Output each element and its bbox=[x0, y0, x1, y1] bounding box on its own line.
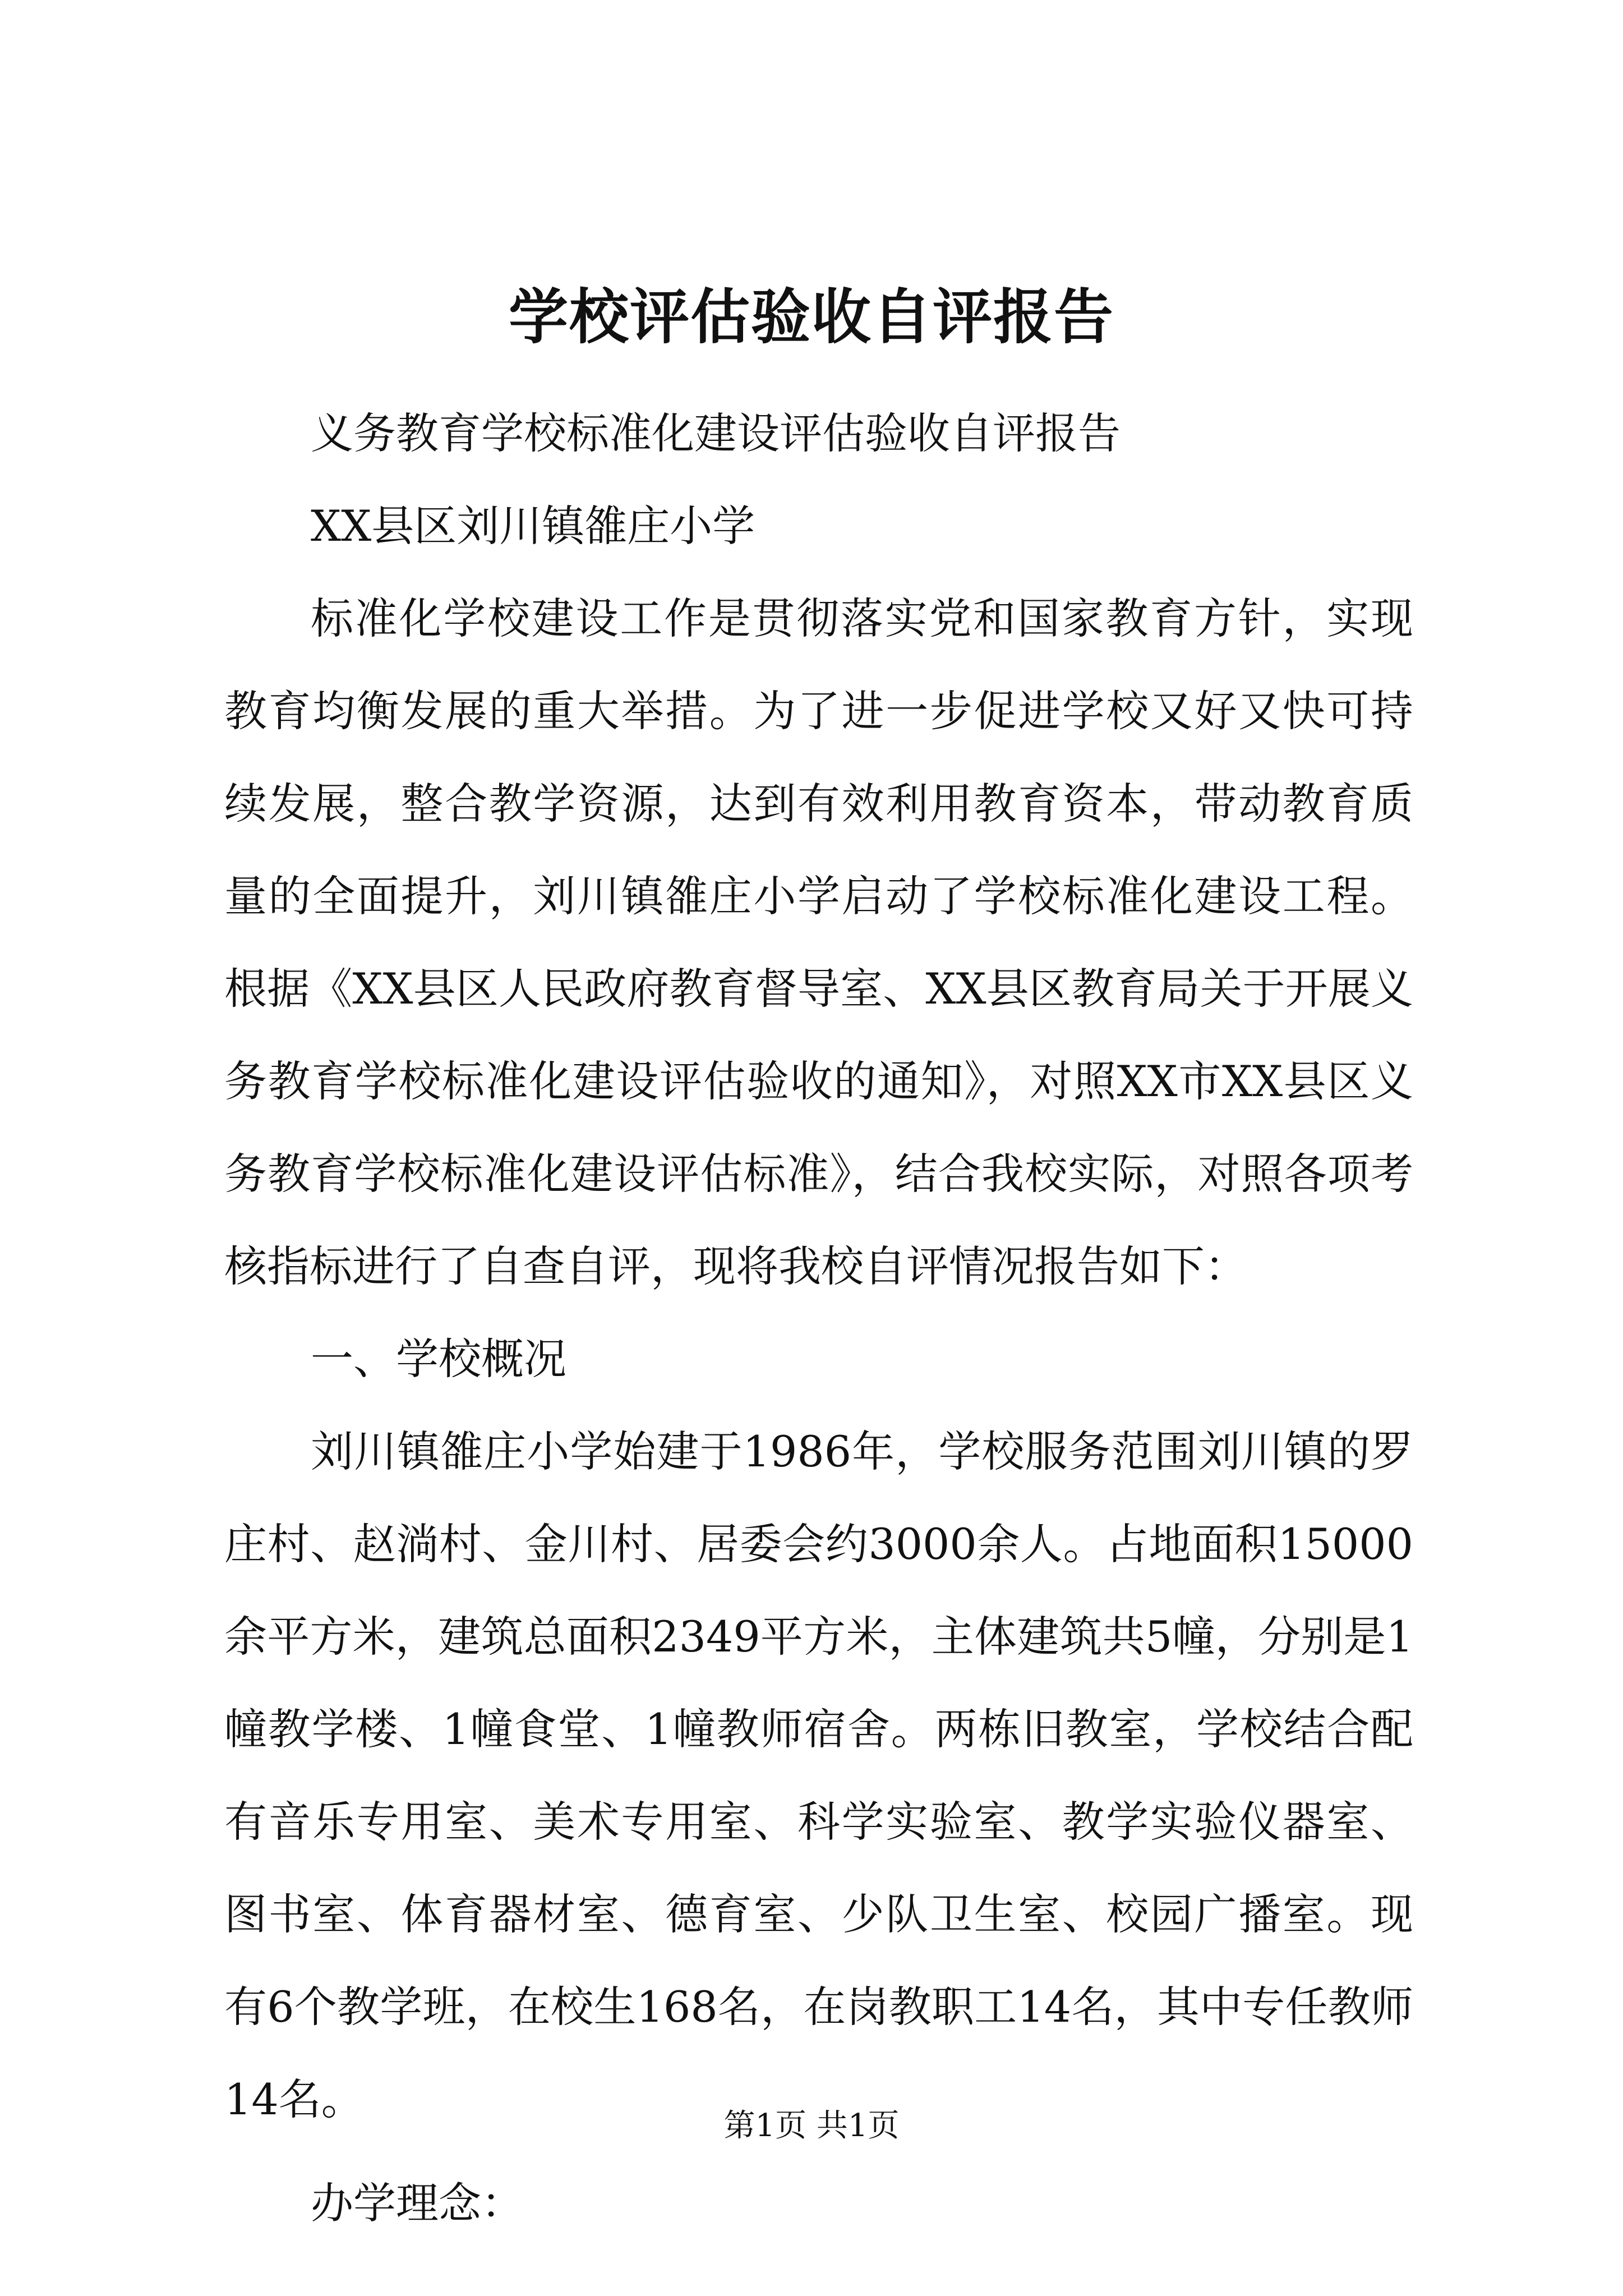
philosophy-heading: 办学理念： bbox=[311, 2178, 524, 2228]
section-heading: 一、学校概况 bbox=[311, 1334, 566, 1384]
subtitle-paragraph: 义务教育学校标准化建设评估验收自评报告 bbox=[311, 408, 1121, 458]
school-name-paragraph: XX县区刘川镇雒庄小学 bbox=[311, 501, 755, 551]
intro-paragraph: 标准化学校建设工作是贯彻落实党和国家教育方针，实现教育均衡发展的重大举措。为了进一步促进学校又好又快可持续发展，整合教学资源，达到有效利用教育资本，带动教育质量的全面提升，刘川镇雒庄小学启动了学校标准化建设工程。根据《XX县区人民政府教育督导室、XX县区教育局关于开展义务教育学校标准化建设评估验收的通知》，对照XX市XX县区义务教育学校标准化建设评估标准》，结合我校实际，对照各项考核指标进行了自查自评，现将我校自评情况报告如下： bbox=[224, 593, 1413, 1291]
document-body bbox=[224, 387, 1413, 2249]
page-footer: 第1页 共1页 bbox=[723, 2108, 900, 2144]
document-title: 学校评估验收自评报告 bbox=[509, 282, 1114, 352]
overview-paragraph: 刘川镇雒庄小学始建于1986年，学校服务范围刘川镇的罗庄村、赵淌村、金川村、居委会约3000余人。占地面积15000余平方米，建筑总面积2349平方米，主体建筑共5幢，分别是1幢教学楼、1幢食堂、1幢教师宿舍。两栋旧教室，学校结合配有音乐专用室、美术专用室、科学实验室、教学实验仪器室、图书室、体育器材室、德育室、少队卫生室、校园广播室。现有6个教学班，在校生168名，在岗教职工14名，其中专任教师14名。 bbox=[224, 1427, 1413, 2124]
